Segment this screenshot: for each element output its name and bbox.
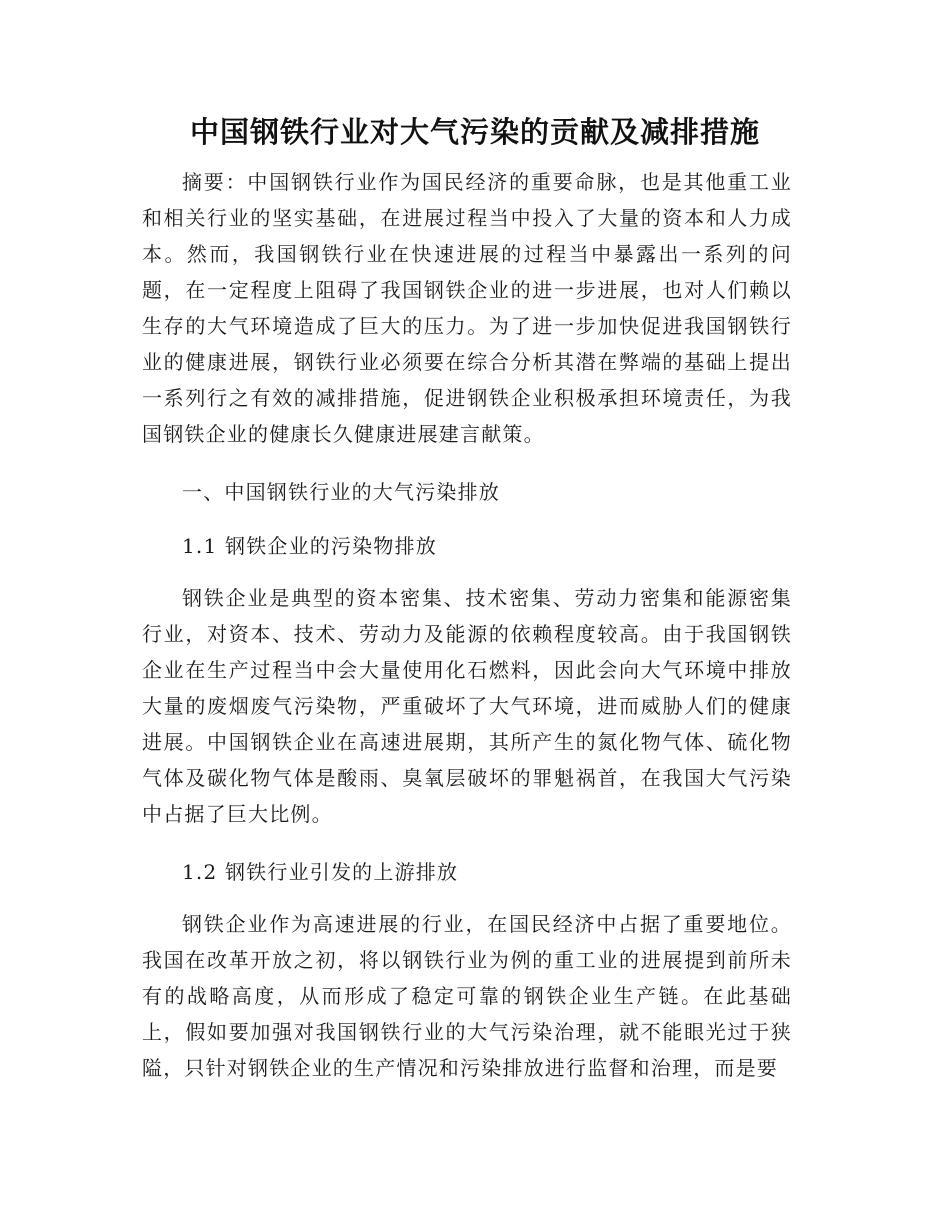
document-body (142, 164, 792, 1086)
subsection-1-1-paragraph: 钢铁企业是典型的资本密集、技术密集、劳动力密集和能源密集行业，对资本、技术、劳动力及能源的依赖程度较高。由于我国钢铁企业在生产过程当中会大量使用化石燃料，因此会向大气环境中排放大量的废烟废气污染物，严重破坏了大气环境，进而威胁人们的健康进展。中国钢铁企业在高速进展期，其所产生的氮化物气体、硫化物气体及碳化物气体是酸雨、臭氧层破坏的罪魁祸首，在我国大气污染中占据了巨大比例。 (142, 586, 792, 826)
document-title: 中国钢铁行业对大气污染的贡献及减排措施 (189, 115, 760, 149)
section-1-heading: 一、中国钢铁行业的大气污染排放 (182, 480, 500, 504)
subsection-1-1-heading: 1.1 钢铁企业的污染物排放 (182, 534, 437, 558)
subsection-1-2-paragraph: 钢铁企业作为高速进展的行业，在国民经济中占据了重要地位。我国在改革开放之初，将以钢铁行业为例的重工业的进展提到前所未有的战略高度，从而形成了稳定可靠的钢铁企业生产链。在此基础上，假如要加强对我国钢铁行业的大气污染治理，就不能眼光过于狭隘，只针对钢铁企业的生产情况和污染排放进行监督和治理，而是要 (142, 912, 792, 1080)
subsection-1-2-heading: 1.2 钢铁行业引发的上游排放 (182, 860, 459, 884)
abstract-paragraph: 摘要：中国钢铁行业作为国民经济的重要命脉，也是其他重工业和相关行业的坚实基础，在进展过程当中投入了大量的资本和人力成本。然而，我国钢铁行业在快速进展的过程当中暴露出一系列的问题，在一定程度上阻碍了我国钢铁企业的进一步进展，也对人们赖以生存的大气环境造成了巨大的压力。为了进一步加快促进我国钢铁行业的健康进展，钢铁行业必须要在综合分析其潜在弊端的基础上提出一系列行之有效的减排措施，促进钢铁企业积极承担环境责任，为我国钢铁企业的健康长久健康进展建言献策。 (142, 170, 792, 446)
